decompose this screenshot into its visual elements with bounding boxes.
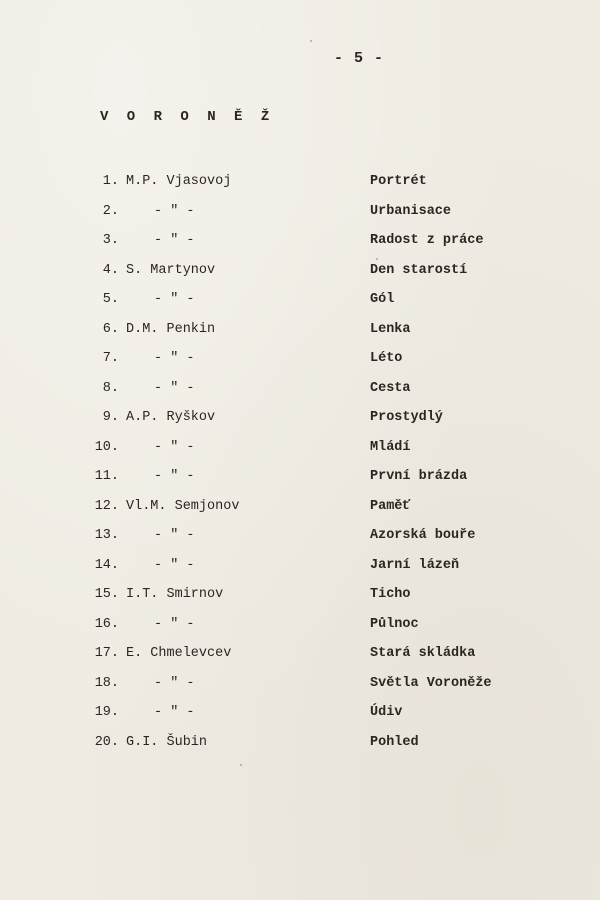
entry-title: Léto [370,351,403,366]
entry-title: Mládí [370,439,411,455]
entry-author: - " - [154,203,195,219]
entry-title: Ticho [370,587,411,602]
entry-number: 2. [102,203,119,219]
page-number: - 5 - [334,50,385,67]
entry-author: E. Chmelevcev [126,646,232,661]
entry-title: Azorská bouře [370,528,476,543]
entry-author: - " - [154,469,195,484]
list-item [0,438,600,458]
entry-title: Portrét [370,174,427,189]
entry-author: - " - [154,705,195,720]
entry-author: A.P. Ryškov [126,410,216,425]
list-item [0,202,600,222]
list-item [0,556,600,576]
list-item [0,349,600,369]
entry-author: G.I. Šubin [126,734,208,750]
list-item [0,467,600,487]
entry-number: 20. [94,734,119,750]
entry-title: Cesta [370,380,411,396]
entry-number: 9. [102,410,119,425]
entry-author: - " - [154,380,195,396]
entry-number: 17. [94,646,119,661]
list-item [0,231,600,251]
list-item [0,644,600,664]
list-item [0,585,600,605]
entry-number: 11. [94,469,119,484]
entry-number: 8. [102,380,119,396]
paper-speck [310,40,312,42]
entry-title: Den starostí [370,262,468,278]
entry-author: S. Martynov [126,262,216,278]
entry-number: 12. [94,498,119,514]
entry-author: - " - [154,528,195,543]
entry-author: - " - [154,351,195,366]
entry-number: 4. [102,262,119,278]
entry-author: - " - [154,675,195,691]
list-item [0,615,600,635]
entry-number: 3. [102,233,119,248]
list-item [0,674,600,694]
entry-title: Údiv [370,705,403,720]
entry-title: Světla Voroněže [370,675,492,691]
entry-author: M.P. Vjasovoj [126,174,232,189]
entry-title: Stará skládka [370,646,476,661]
entry-author: - " - [154,616,195,632]
entry-number: 16. [94,616,119,632]
entry-title: Gól [370,292,395,307]
list-item [0,733,600,753]
list-item [0,408,600,428]
entry-number: 1. [102,174,119,189]
entry-number: 15. [94,587,119,602]
entry-title: Radost z práce [370,233,484,248]
list-item [0,320,600,340]
entry-author: - " - [154,292,195,307]
entry-number: 7. [102,351,119,366]
entry-number: 6. [102,321,119,337]
entry-number: 5. [102,292,119,307]
entry-author: Vl.M. Semjonov [126,498,240,514]
entry-number: 14. [94,557,119,573]
list-item [0,703,600,723]
entry-title: Půlnoc [370,616,419,632]
entry-number: 18. [94,675,119,691]
entry-author: - " - [154,233,195,248]
entry-title: První brázda [370,469,468,484]
list-item [0,497,600,517]
paper-speck [376,258,378,260]
entry-title: Pohled [370,734,419,750]
entry-title: Prostydlý [370,410,443,425]
entry-title: Paměť [370,498,411,514]
section-heading: V O R O N Ě Ž [100,109,275,125]
list-item [0,261,600,281]
entry-number: 19. [94,705,119,720]
entry-author: - " - [154,557,195,573]
entry-author: D.M. Penkin [126,321,216,337]
entry-author: - " - [154,439,195,455]
paper-speck [240,764,242,766]
list-item [0,526,600,546]
list-item [0,379,600,399]
list-item [0,172,600,192]
entry-number: 13. [94,528,119,543]
entry-author: I.T. Smirnov [126,587,224,602]
entry-title: Jarní lázeň [370,557,460,573]
entry-number: 10. [94,439,119,455]
entry-title: Urbanisace [370,203,452,219]
entry-title: Lenka [370,321,411,337]
list-item [0,290,600,310]
